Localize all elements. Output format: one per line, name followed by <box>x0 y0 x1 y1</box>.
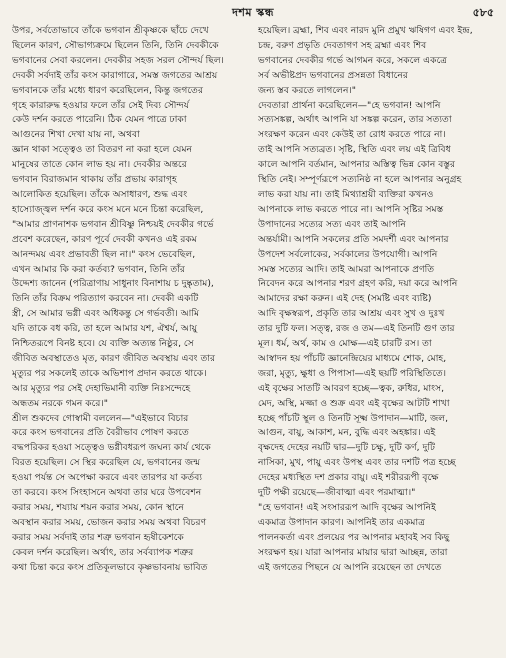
text-line: হাস্যোজ্জ্বল দর্শন করে কংস মনে মনে চিন্তা করেছিল, <box>12 203 204 215</box>
text-line: অন্ধতম নরকে গমন করে।" <box>12 397 108 409</box>
text-line: ভগবানের দেবকীর গর্ভে আগমন করে, সকলে একত্রে <box>258 54 448 66</box>
text-line: প্রবেশ করেছেন, কারণ পূর্বে দেবকী কখনও এই রকম <box>12 233 197 245</box>
text-line: একমাত্র উপাদান কারণ। আপনিই তার একমাত্র <box>258 516 425 528</box>
text-line: এই জগতের পিছনে যে আপনি রয়েছেন তা দেখতে <box>258 561 442 573</box>
text-line: আমাদের রক্ষা করুন। এই দেহ (সমষ্টি এবং ব্যষ্টি) <box>258 293 432 305</box>
text-line: সংরক্ষণ করেন এবং কেউই তা রোধ করতে পারে না। <box>258 129 446 141</box>
chapter-title: দশম স্কন্ধ <box>232 6 274 19</box>
text-line: আনন্দময় এবং প্রভাবতী ছিল না।" কংস ভেবেছিল, <box>12 248 196 260</box>
text-line: সমস্ত সত্যের আদি। তাই আমরা আপনাকে প্রণতি <box>258 263 435 275</box>
text-line: আদি বৃক্ষস্বরূপ, প্রকৃতি তার আশ্রয় এবং সুখ ও দুঃখ <box>258 308 445 320</box>
text-line: পালনকর্তা এবং প্রলয়ের পর আপনার মহাবই সব কিছু <box>258 531 450 543</box>
text-line: শ্রীল শুকদেব গোস্বামী বললেন—"এইভাবে বিচার <box>12 412 189 424</box>
text-line: নিবেদন করে আপনার শরণ গ্রহণ করি, দয়া করে আপনি <box>258 278 458 290</box>
text-line: দেবকী সর্বদাই তাঁর কংস কারাগারে, সমস্ত জগতের আশ্রয় <box>12 69 218 81</box>
text-line: হওয়া পর্যন্ত সে অপেক্ষা করবে এবং তারপর যা কর্তব্য <box>12 472 202 484</box>
text-line: "আমার প্রাণনাশক ভগবান শ্রীবিষ্ণু নিশ্চয়ই দেবকীর গর্ভে <box>12 218 214 230</box>
text-line: জরা, মৃত্যু, ক্ষুধা ও পিপাসা—এই ছয়টি পরিস্থিতিতে। <box>258 367 447 379</box>
text-line: জ্ঞান থাকা সত্ত্বেও তা বিতরণ না করা হলে যেমন <box>12 144 193 156</box>
text-line: কেউ দর্শন করতে পারেনি। ঠিক যেমন পাত্রে ঢাকা <box>12 114 187 126</box>
text-line: বিরত হয়েছিল। সে স্থির করেছিল যে, ভগবানের জন্ম <box>12 457 201 469</box>
text-line: আর মৃত্যুর পর সেই দেহাভিমানী ব্যক্তি নিঃসন্দেহে <box>12 382 191 394</box>
text-line: জন্য স্তব করতে লাগলেন।" <box>258 84 356 96</box>
text-line: দুটি পক্ষী রয়েছে—জীবাত্মা এবং পরমাত্মা।" <box>258 487 416 499</box>
text-line: মৃত্যুর পর সকলেই তাকে অভিশাপ প্রদান করতে থাকে। <box>12 367 207 379</box>
text-line: আপনাকে লাভ করতে পারে না। আপনি সৃষ্টির সমস্ত <box>258 203 444 215</box>
page-header <box>0 4 506 22</box>
text-line: দেহের মধ্যস্থিত দশ প্রকার বায়ু। এই শরীররূপী বৃক্ষে <box>258 472 439 484</box>
text-line: আস্বাদন হয় পাঁচটি জ্ঞানেন্দ্রিয়ের মাধ্যমে শোক, মোহ, <box>258 352 447 364</box>
text-line: হয়েছিল। ব্রহ্মা, শিব এবং নারদ মুনি প্রমুখ ঋষিগণ এবং ইন্দ্র, <box>258 25 473 36</box>
text-line: আগুন, বায়ু, আকাশ, মন, বুদ্ধি এবং অহঙ্কার। এই <box>258 427 436 439</box>
text-line: আলোকিত হয়েছিল। তাঁকে অসাধারণ, শুদ্ধ এবং <box>12 188 188 200</box>
text-line: "হে ভগবান! এই সংসাররূপ আদি বৃক্ষের আপনিই <box>258 502 436 513</box>
text-line: কালে আপনি বর্তমান, আপনার অস্তিত্ব ভিন্ন কোন বস্তুর <box>258 159 455 171</box>
text-line: এখন আমার কি করা কর্তব্য? ভগবান, তিনি তাঁর <box>12 263 185 275</box>
text-line: লাভ করা যায় না। তাই মিথ্যাশ্রয়ী ব্যক্তিরা কখনও <box>258 188 434 200</box>
text-line: মেদ, অস্থি, মজ্জা ও শুক্র এবং এই বৃক্ষের আটটি শাখা <box>258 397 450 409</box>
text-line: তাই আপনি সত্যব্রত। সৃষ্টি, স্থিতি এবং লয় এই ত্রিবিধ <box>258 144 451 156</box>
text-line: বদ্ধপরিকর হওয়া সত্ত্বেও ভগ্নীবধরূপ জঘন্য কার্য থেকে <box>12 442 211 454</box>
text-line: বৃক্ষদেহ দেহের নয়টি দ্বার—দুটি চক্ষু, দুটি কর্ণ, দুটি <box>258 442 435 454</box>
text-line: দেবতারা প্রার্থনা করেছিলেন—"হে ভগবান! আপনি <box>258 99 441 111</box>
text-line: অন্তর্যামী। আপনি সকলের প্রতি সমদর্শী এবং আপনার <box>258 233 449 245</box>
text-line: মানুষের তাতে কোন লাভ হয় না। দেবকীর অন্তরে <box>12 159 187 171</box>
left-text-column <box>12 24 248 650</box>
text-line: স্ত্রী, সে আমার ভগ্নী এবং অধিকন্তু সে গর্ভবতী। আমি <box>12 308 200 320</box>
text-line: তার দুটি ফল। সত্ত্ব, রজ ও তম—এই তিনটি গুণ তার <box>258 323 455 335</box>
text-line: কেবল দর্শন করেছিল। অর্থাৎ, তার সর্বব্যাপক শত্রুর <box>12 546 194 558</box>
right-text-column <box>258 24 496 650</box>
text-line: চন্দ্র, বরুণ প্রভৃতি দেবতাগণ সহ ব্রহ্মা এবং শিব <box>258 39 427 51</box>
text-line: করার সময় সর্বদাই তার শত্রু ভগবান হৃষীকেশকে <box>12 531 184 543</box>
text-line: উপাদানের সত্যের সত্য এবং তাই আপনি <box>258 218 406 230</box>
text-line: আগুনের শিখা দেখা যায় না, অথবা <box>12 129 140 141</box>
text-line: উপদেশ সর্বলোকের, সর্বকালের উপযোগী। আপনি <box>258 248 438 260</box>
text-line: নিশ্চিতরূপে বিনষ্ট হবে। যে ব্যক্তি অত্যন্ত নিষ্ঠুর, সে <box>12 338 194 350</box>
text-line: হচ্ছে পাঁচটি স্থূল ও তিনটি সূক্ষ্ম উপাদান—মাটি, জল, <box>258 412 449 424</box>
text-line: করে কংস ভগবানের প্রতি বৈরীভাব পোষণ করতে <box>12 427 189 439</box>
text-line: গৃহে কারারুদ্ধ হওয়ার ফলে তাঁর সেই দিব্য সৌন্দর্য <box>12 99 190 111</box>
text-line: করার সময়, শয্যায় শয়ন করার সময়, কোন স্থানে <box>12 502 184 513</box>
text-line: সত্যসঙ্কল্প, অর্থাৎ আপনি যা সঙ্কল্প করেন, তার সত্যতা <box>258 114 452 126</box>
page-number: ৫৮৫ <box>472 6 494 19</box>
text-line: স্থিতি নেই। সম্পূর্ণরূপে সত্যনিষ্ঠ না হলে আপনার অনুগ্রহ <box>258 174 462 186</box>
text-line: অবস্থান করার সময়, ভোজন করার সময় অথবা বিচরণ <box>12 516 207 528</box>
text-line: উদ্দেশ্য জানেন (পরিত্রাণায় সাধুনাং বিনাশায় চ দুষ্কৃতাম), <box>12 278 214 290</box>
text-line: সংরক্ষণ হয়। যারা আপনার মায়ার দ্বারা আচ্ছন্ন, তারা <box>258 546 448 558</box>
text-line: তিনি তাঁর বিক্রম পরিত্যাগ করবেন না। দেবকী একটি <box>12 293 199 305</box>
text-line: তা করবে। কংস সিংহাসনে অথবা তার ঘরে উপবেশন <box>12 487 202 499</box>
text-line: ভগবানের সেবা করলেন। দেবকীর সহজ সরল সৌন্দর্য ছিল। <box>12 54 224 66</box>
text-line: নাসিকা, মুখ, পায়ু এবং উপস্থ এবং তার দশটি পত্র হচ্ছে <box>258 457 456 469</box>
text-line: ভগবানকে তাঁর মধ্যে ধারণ করেছিলেন, কিন্তু জগতের <box>12 84 203 96</box>
text-line: ছিলেন কারণ, সৌভাগ্যক্রমে ছিলেন তিনি, তিনি দেবকীকে <box>12 39 219 51</box>
text-line: উপর, সর্বতোভাবে তাঁকে ভগবান শ্রীকৃষ্ণকে ছাঁচে দেখে <box>12 25 209 36</box>
text-line: এই বৃক্ষের সাতটি আবরণ হচ্ছে—ত্বক, রুধির, মাংস, <box>258 382 445 394</box>
text-line: ভগবান বিরাজমান থাকায় তাঁর প্রভায় কারাগৃহ <box>12 174 177 186</box>
text-line: সর্ব অভীষ্টপ্রদ ভগবানের প্রসন্নতা বিধানের <box>258 69 408 81</box>
text-line: যদি তাকে বধ করি, তা হলে আমার যশ, ঐশ্বর্য, আয়ু <box>12 323 198 335</box>
text-line: জীবিত অবস্থাতেও মৃত, কারণ জীবিত অবস্থায় এবং তার <box>12 352 216 364</box>
text-line: মূল। ধর্ম, অর্থ, কাম ও মোক্ষ—এই চারটি রস। তা <box>258 338 432 350</box>
text-line: কথা চিন্তা করে কংস প্রতিকূলভাবে কৃষ্ণভাবনায় ভাবিত <box>12 561 208 573</box>
